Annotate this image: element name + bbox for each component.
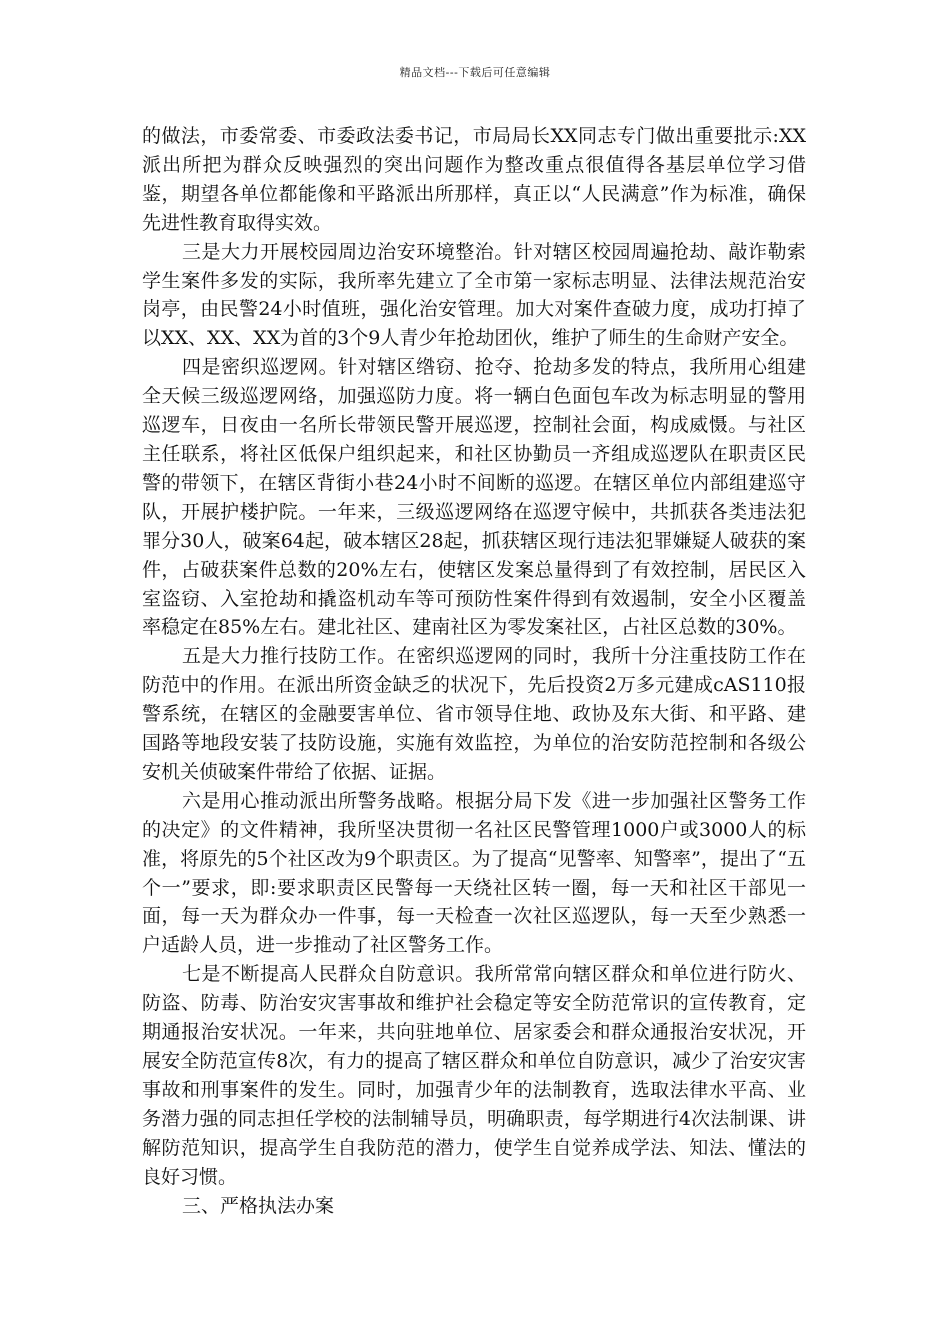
- paragraph-patrol-network: 四是密织巡逻网。针对辖区绺窃、抢夺、抢劫多发的特点，我所用心组建全天候三级巡逻网络，加强巡防力度。将一辆白色面包车改为标志明显的警用巡逻车，日夜由一名所长带领民警开展巡逻，控制社会面，构成威慑。与社区主任联系，将社区低保户组织起来，和社区协勤员一齐组成巡逻队在职责区民警的带领下，在辖区背街小巷24小时不间断的巡逻。在辖区单位内部组建巡守队，开展护楼护院。一年来，三级巡逻网络在巡逻守候中，共抓获各类违法犯罪分30人，破案64起，破本辖区28起，抓获辖区现行违法犯罪嫌疑人破获的案件，占破获案件总数的20%左右，使辖区发案总量得到了有效控制，居民区入室盗窃、入室抢劫和撬盗机动车等可预防性案件得到有效遏制，安全小区覆盖率稳定在85%左右。建北社区、建南社区为零发案社区，占社区总数的30%。: [142, 356, 806, 639]
- page-header: 精品文档---下载后可任意编辑: [399, 66, 551, 79]
- paragraph-school-security: 三是大力开展校园周边治安环境整治。针对辖区校园周遍抢劫、敲诈勒索学生案件多发的实际，我所率先建立了全市第一家标志明显、法律法规范治安岗亭，由民警24小时值班，强化治安管理。加大对案件查破力度，成功打掉了以XX、XX、XX为首的3个9人青少年抢劫团伙，维护了师生的生命财产安全。: [142, 240, 806, 350]
- section-heading-law-enforcement: 三、严格执法办案: [182, 1194, 335, 1217]
- document-body: [142, 122, 806, 1220]
- paragraph-police-strategy: 六是用心推动派出所警务战略。根据分局下发《进一步加强社区警务工作的决定》的文件精神，我所坚决贯彻一名社区民警管理1000户或3000人的标准，将原先的5个社区改为9个职责区。为了提高“见警率、知警率”，提出了“五个一”要求，即:要求职责区民警每一天绕社区转一圈，每一天和社区干部见一面，每一天为群众办一件事，每一天检查一次社区巡逻队，每一天至少熟悉一户适龄人员，进一步推动了社区警务工作。: [142, 789, 806, 957]
- paragraph-continuation: 的做法，市委常委、市委政法委书记，市局局长XX同志专门做出重要批示:XX派出所把为群众反映强烈的突出问题作为整改重点很值得各基层单位学习借鉴，期望各单位都能像和平路派出所那样，真正以“人民满意”作为标准，确保先进性教育取得实效。: [142, 125, 806, 234]
- paragraph-self-protection: 七是不断提高人民群众自防意识。我所常常向辖区群众和单位进行防火、防盗、防毒、防治安灾害事故和维护社会稳定等安全防范常识的宣传教育，定期通报治安状况。一年来，共向驻地单位、居家委会和群众通报治安状况，开展安全防范宣传8次，有力的提高了辖区群众和单位自防意识，减少了治安灾害事故和刑事案件的发生。同时，加强青少年的法制教育，选取法律水平高、业务潜力强的同志担任学校的法制辅导员，明确职责，每学期进行4次法制课、讲解防范知识，提高学生自我防范的潜力，使学生自觉养成学法、知法、懂法的良好习惯。: [142, 963, 806, 1188]
- paragraph-technical-prevention: 五是大力推行技防工作。在密织巡逻网的同时，我所十分注重技防工作在防范中的作用。在派出所资金缺乏的状况下，先后投资2万多元建成cAS110报警系统，在辖区的金融要害单位、省市领导住地、政协及东大街、和平路、建国路等地段安装了技防设施，实施有效监控，为单位的治安防范控制和各级公安机关侦破案件带给了依据、证据。: [142, 645, 806, 783]
